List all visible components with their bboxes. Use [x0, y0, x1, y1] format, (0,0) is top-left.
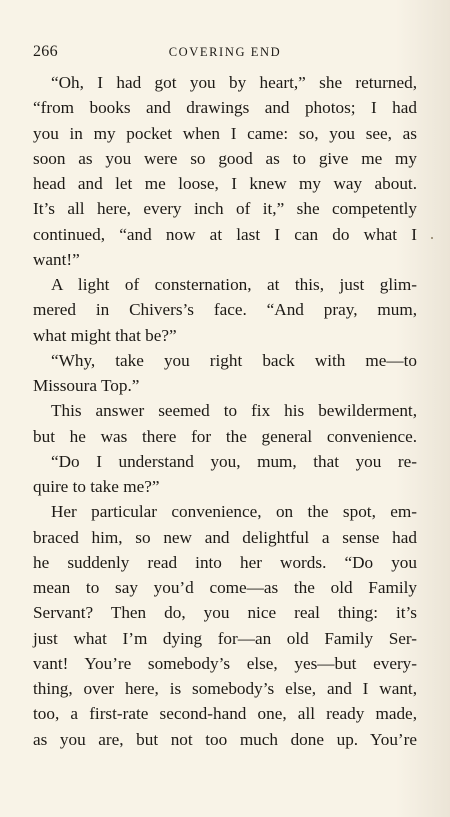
text-line: quire to take me?”: [33, 477, 160, 496]
text-line: just what I’m dying for—an old Family Ser-: [33, 628, 417, 648]
text-line: but he was there for the general convenience.: [33, 426, 417, 446]
body-text: [33, 70, 417, 752]
text-line: mered in Chivers’s face. “And pray, mum,: [33, 300, 417, 320]
text-line: This answer seemed to fix his bewilderment,: [51, 401, 417, 421]
text-line: thing, over here, is somebody’s else, and I want,: [33, 679, 417, 698]
text-line: “Why, take you right back with me—to: [51, 350, 417, 370]
text-line: you in my pocket when I came: so, you see, as: [33, 123, 417, 143]
text-line: A light of consternation, at this, just glim-: [51, 275, 417, 294]
text-line: head and let me loose, I knew my way about.: [33, 174, 417, 193]
page-number: 266: [33, 43, 58, 60]
text-line: mean to say you’d come—as the old Family: [33, 578, 417, 597]
text-line: “Oh, I had got you by heart,” she returned,: [51, 73, 417, 92]
text-line: “Do I understand you, mum, that you re-: [51, 451, 417, 471]
text-line: continued, “and now at last I can do what I: [33, 224, 417, 244]
text-line: vant! You’re somebody’s else, yes—but every-: [33, 653, 417, 673]
text-line: as you are, but not too much done up. You’re: [33, 729, 417, 749]
text-line: It’s all here, every inch of it,” she competently: [33, 199, 417, 219]
text-line: soon as you were so good as to give me my: [33, 148, 417, 168]
text-line: what might that be?”: [33, 325, 177, 345]
text-line: Servant? Then do, you nice real thing: it’s: [33, 603, 417, 623]
text-line: braced him, so new and delightful a sense had: [33, 527, 417, 547]
text-line: Her particular convenience, on the spot, em-: [51, 502, 417, 522]
text-line: want!”: [33, 249, 80, 269]
text-line: he suddenly read into her words. “Do you: [33, 552, 417, 572]
page-header: [33, 43, 417, 63]
text-line: too, a first-rate second-hand one, all ready made,: [33, 704, 417, 724]
text-line: “from books and drawings and photos; I had: [33, 98, 417, 118]
text-line: Missoura Top.”: [33, 376, 140, 395]
margin-speck: [431, 237, 433, 239]
running-head: COVERING END: [168, 45, 282, 59]
